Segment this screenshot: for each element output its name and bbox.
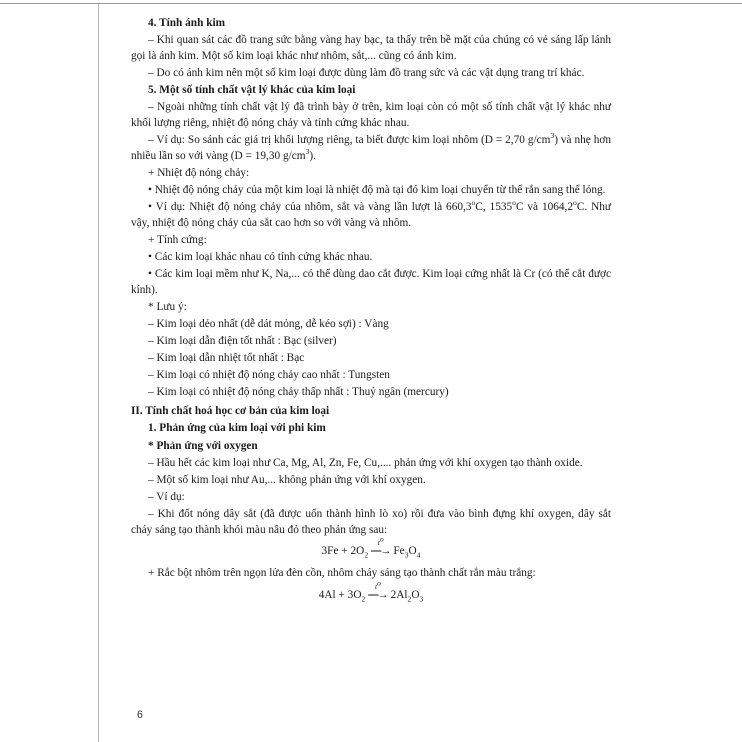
paragraph-most-metals-react-oxygen: – Hầu hết các kim loại như Ca, Mg, Al, Zn, Fe, Cu,.... phản ứng với khí oxygen tạo thành oxide. [148, 456, 583, 469]
paragraph-density-example: – Ví dụ: So sánh các giá trị khối lượng riêng, ta biết được kim loại nhôm (D = 2,70 $g/cm^3$) và nhẹ hơn nhiều lần so với vàng (D = 19,30 $g/cm^3$). [131, 131, 611, 162]
heading-5-tinh-chat-vat-ly-khac: 5. Một số tính chất vật lý khác của kim loại [148, 84, 356, 97]
reaction-arrow-with-condition [370, 534, 391, 560]
list-item-best-conductor-electricity: – Kim loại dẫn điện tốt nhất : Bạc (silver) [148, 334, 337, 347]
paragraph-note-label: * Lưu ý: [148, 300, 187, 313]
heading-4-tinh-anh-kim: 4. Tính ánh kim [148, 17, 226, 29]
equation-aluminium-oxygen [131, 578, 611, 604]
heading-1-reaction-with-nonmetals: 1. Phản ứng của kim loại với phi kim [148, 422, 326, 435]
paragraph-hardness-examples: • Các kim loại mềm như K, Na,... có thể dùng dao cắt được. Kim loại cứng nhất là Cr (có thể cắt được kính). [131, 267, 611, 296]
paragraph-anh-kim-usage: – Do có ánh kim nên một số kim loại được dùng làm đồ trang sức và các vật dụng trang trí khác. [148, 66, 585, 79]
paragraph-melting-point-example: • Ví dụ: Nhiệt độ nóng chảy của nhôm, sắt và vàng lần lượt là 660,3$^o$C, 1535$^o$C và 1064,2$^o$C. Như vậy, nhiệt độ nóng chảy của sắt cao hơn so với vàng và nhôm. [131, 198, 612, 229]
paragraph-melting-point-definition: • Nhiệt độ nóng chảy của một kim loại là nhiệt độ mà tại đó kim loại chuyển từ thể rắn sang thể lỏng. [148, 183, 606, 196]
paragraph-aluminium-powder-experiment: + Rắc bột nhôm trên ngọn lửa đèn cồn, nhôm cháy sáng tạo thành chất rắn màu trắng: [148, 567, 536, 579]
arrow-icon: ⎯⎯→ [370, 545, 391, 558]
page-content [131, 14, 611, 609]
heading-section-2-chemical-properties: II. Tính chất hoá học cơ bản của kim loại [131, 404, 330, 417]
equation-left-side: $4Al + 3O_2$ [318, 588, 366, 603]
paragraph-melting-point-label: + Nhiệt độ nóng chảy: [148, 166, 250, 179]
page-left-rule [98, 4, 99, 742]
condition-label-temperature: $t^o$ [377, 534, 384, 548]
reaction-arrow-with-condition [368, 578, 388, 604]
paragraph-other-physical-properties: – Ngoài những tính chất vật lý đã trình bày ở trên, kim loại còn có một số tính chất vật lý khác như khối lượng riêng, nhiệt độ nóng chảy và tính cứng khác nhau. [131, 101, 611, 130]
equation-iron-oxygen [131, 534, 611, 560]
paragraph-hardness-label: + Tính cứng: [148, 233, 207, 246]
equation-right-side: $2Al_2O_3$ [390, 588, 424, 603]
condition-label-temperature: $t^o$ [374, 578, 381, 591]
list-item-most-ductile: – Kim loại dẻo nhất (dễ dát mỏng, dễ kéo sợi) : Vàng [148, 317, 389, 330]
paragraph-hardness-varies: • Các kim loại khác nhau có tính cứng khác nhau. [148, 250, 373, 263]
paragraph-iron-wire-experiment: – Khi đốt nóng dây sắt (đã được uốn thành hình lò xo) rồi đưa vào bình đựng khí oxygen, dây sắt cháy sáng tạo thành khói màu nâu đỏ theo phản ứng sau: [131, 508, 611, 536]
paragraph-gold-no-reaction: – Một số kim loại như Au,... không phản ứng với khí oxygen. [148, 474, 426, 487]
arrow-icon: ⎯⎯→ [368, 588, 388, 601]
equation-right-side: $Fe_3O_4$ [393, 545, 421, 560]
list-item-best-conductor-heat: – Kim loại dẫn nhiệt tốt nhất : Bạc [148, 351, 305, 364]
list-item-lowest-melting-point: – Kim loại có nhiệt độ nóng chảy thấp nhất : Thuỷ ngân (mercury) [148, 386, 449, 399]
list-item-highest-melting-point: – Kim loại có nhiệt độ nóng chảy cao nhất : Tungsten [148, 368, 390, 381]
equation-left-side: $3Fe + 2O_2$ [321, 545, 369, 560]
paragraph-anh-kim-observation: – Khi quan sát các đồ trang sức bằng vàng hay bạc, ta thấy trên bề mặt của chúng có vẻ sáng lấp lánh gọi là ánh kim. Một số kim loại khác như nhôm, sắt,... cũng có ánh kim. [131, 34, 611, 62]
page-top-rule [0, 3, 742, 4]
heading-reaction-with-oxygen: * Phản ứng với oxygen [148, 439, 258, 452]
paragraph-example-label: – Ví dụ: [148, 491, 185, 504]
page-number: 6 [137, 709, 143, 721]
